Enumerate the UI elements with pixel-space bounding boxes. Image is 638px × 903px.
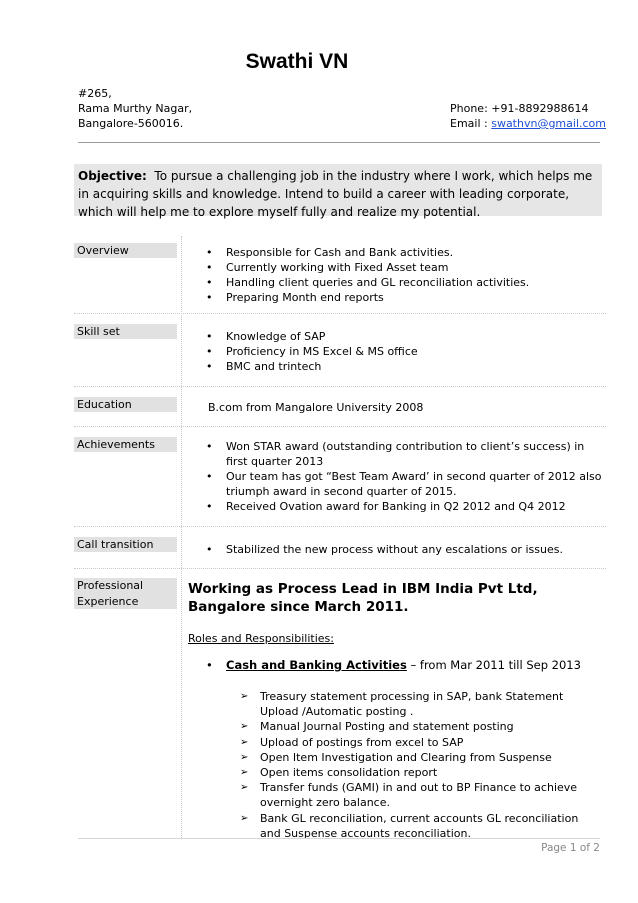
task-item: ➢ Upload of postings from excel to SAP <box>240 735 600 750</box>
activity-list <box>206 658 606 673</box>
task-item: ➢ Transfer funds (GAMI) in and out to BP Finance to achieve overnight zero balance. <box>240 780 600 810</box>
education-text: B.com from Mangalore University 2008 <box>208 401 424 414</box>
email-row <box>450 116 606 131</box>
email-link[interactable]: swathvn@gmail.com <box>491 117 606 130</box>
activity-period: – from Mar 2011 till Sep 2013 <box>406 658 581 672</box>
address-line-2: Rama Murthy Nagar, <box>78 102 193 115</box>
list-item: • Knowledge of SAP <box>206 329 606 344</box>
address-line-1: #265, <box>78 87 112 100</box>
list-item: • Handling client queries and GL reconciliation activities. <box>206 275 606 290</box>
task-item: ➢ Open items consolidation report <box>240 765 600 780</box>
list-item: • Currently working with Fixed Asset team <box>206 260 606 275</box>
list-item: • Proficiency in MS Excel & MS office <box>206 344 606 359</box>
overview-label: Overview <box>74 243 177 258</box>
overview-list <box>206 245 606 305</box>
task-list <box>240 689 600 841</box>
email-label: Email : <box>450 117 492 130</box>
objective-box <box>74 164 602 219</box>
section-divider <box>74 426 606 427</box>
header-divider <box>78 142 600 143</box>
list-item: • BMC and trintech <box>206 359 606 374</box>
education-label: Education <box>74 397 177 412</box>
skills-label: Skill set <box>74 324 177 339</box>
phone-number: Phone: +91-8892988614 <box>450 102 589 115</box>
column-divider <box>181 236 182 838</box>
objective-text: To pursue a challenging job in the industry where I work, which helps me in acquiring skills and knowledge. Intend to build a career with leading corporate, which will help me to explore myself fully and realize my potential. <box>78 169 593 219</box>
call-transition-label: Call transition <box>74 537 177 552</box>
section-divider <box>74 526 606 527</box>
section-divider <box>74 386 606 387</box>
footer-divider <box>78 838 600 839</box>
candidate-name: Swathi VN <box>245 50 349 73</box>
activity-item <box>206 658 606 673</box>
list-item: • Preparing Month end reports <box>206 290 606 305</box>
list-item: • Stabilized the new process without any escalations or issues. <box>206 542 606 557</box>
address-line-3: Bangalore-560016. <box>78 117 184 130</box>
roles-heading: Roles and Responsibilities: <box>188 632 334 645</box>
list-item: • Won STAR award (outstanding contribution to client’s success) in first quarter 2013 <box>206 439 602 469</box>
achievements-label: Achievements <box>74 437 177 452</box>
list-item: • Received Ovation award for Banking in Q2 2012 and Q4 2012 <box>206 499 602 514</box>
section-divider <box>74 568 606 569</box>
task-item: ➢ Open Item Investigation and Clearing from Suspense <box>240 750 600 765</box>
list-item: • Our team has got “Best Team Award’ in second quarter of 2012 also triumph award in second quarter of 2015. <box>206 469 602 499</box>
experience-heading: Working as Process Lead in IBM India Pvt Ltd, Bangalore since March 2011. <box>188 581 538 615</box>
experience-label: Professional Experience <box>74 578 177 609</box>
task-item: ➢ Bank GL reconciliation, current accounts GL reconciliation and Suspense accounts reconciliation. <box>240 811 600 841</box>
task-item: ➢ Treasury statement processing in SAP, bank Statement Upload /Automatic posting . <box>240 689 600 719</box>
task-item: ➢ Manual Journal Posting and statement posting <box>240 719 600 734</box>
activity-title: Cash and Banking Activities <box>226 658 407 672</box>
skills-list <box>206 329 606 374</box>
call-transition-list <box>206 542 606 557</box>
achievements-list <box>206 439 602 514</box>
page-number: Page 1 of 2 <box>541 842 600 854</box>
objective-label: Objective: <box>78 169 147 183</box>
list-item: • Responsible for Cash and Bank activities. <box>206 245 606 260</box>
section-divider <box>74 313 606 314</box>
